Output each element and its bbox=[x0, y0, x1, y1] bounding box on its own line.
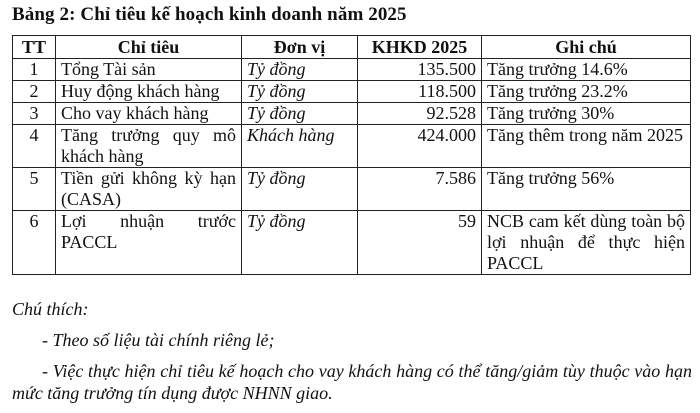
row-indicator: Cho vay khách hàng bbox=[56, 103, 242, 125]
table-row bbox=[13, 81, 691, 103]
header-tt: TT bbox=[13, 36, 56, 59]
row-indicator: Tiền gửi không kỳ hạn (CASA) bbox=[56, 168, 242, 211]
row-plan-value: 92.528 bbox=[358, 103, 482, 125]
business-plan-table bbox=[12, 35, 691, 275]
row-plan-value: 59 bbox=[358, 211, 482, 275]
row-unit: Tỷ đồng bbox=[242, 211, 358, 275]
row-note: Tăng trưởng 30% bbox=[482, 103, 691, 125]
note-item: - Việc thực hiện chỉ tiêu kế hoạch cho vay khách hàng có thể tăng/giảm tùy thuộc vào hạn mức tăng trưởng tín dụng được NHNN giao. bbox=[12, 361, 692, 403]
row-tt: 2 bbox=[13, 81, 56, 103]
table-header-row bbox=[13, 36, 691, 59]
row-plan-value: 118.500 bbox=[358, 81, 482, 103]
row-unit: Tỷ đồng bbox=[242, 59, 358, 81]
header-plan-2025: KHKD 2025 bbox=[358, 36, 482, 59]
notes-section bbox=[12, 298, 692, 413]
notes-title: Chú thích: bbox=[12, 299, 89, 319]
table-row bbox=[13, 125, 691, 168]
row-unit: Khách hàng bbox=[242, 125, 358, 168]
row-plan-value: 7.586 bbox=[358, 168, 482, 211]
row-plan-value: 135.500 bbox=[358, 59, 482, 81]
row-tt: 5 bbox=[13, 168, 56, 211]
table-row bbox=[13, 103, 691, 125]
row-indicator: Tổng Tài sản bbox=[56, 59, 242, 81]
row-unit: Tỷ đồng bbox=[242, 81, 358, 103]
row-tt: 6 bbox=[13, 211, 56, 275]
row-unit: Tỷ đồng bbox=[242, 103, 358, 125]
row-note: Tăng thêm trong năm 2025 bbox=[482, 125, 691, 168]
table-row bbox=[13, 168, 691, 211]
row-unit: Tỷ đồng bbox=[242, 168, 358, 211]
row-note: Tăng trưởng 56% bbox=[482, 168, 691, 211]
row-tt: 4 bbox=[13, 125, 56, 168]
row-indicator: Lợi nhuận trước PACCL bbox=[56, 211, 242, 275]
row-indicator: Tăng trưởng quy mô khách hàng bbox=[56, 125, 242, 168]
note-item: - Theo số liệu tài chính riêng lẻ; bbox=[42, 330, 275, 350]
row-tt: 1 bbox=[13, 59, 56, 81]
row-indicator: Huy động khách hàng bbox=[56, 81, 242, 103]
table-row bbox=[13, 59, 691, 81]
table-caption: Bảng 2: Chỉ tiêu kế hoạch kinh doanh năm 2025 bbox=[12, 4, 407, 25]
header-unit: Đơn vị bbox=[242, 36, 358, 59]
header-indicator: Chỉ tiêu bbox=[56, 36, 242, 59]
header-note: Ghi chú bbox=[482, 36, 691, 59]
row-plan-value: 424.000 bbox=[358, 125, 482, 168]
row-note: Tăng trưởng 14.6% bbox=[482, 59, 691, 81]
row-note: NCB cam kết dùng toàn bộ lợi nhuận để thực hiện PACCL bbox=[482, 211, 691, 275]
table-row bbox=[13, 211, 691, 275]
row-note: Tăng trưởng 23.2% bbox=[482, 81, 691, 103]
row-tt: 3 bbox=[13, 103, 56, 125]
